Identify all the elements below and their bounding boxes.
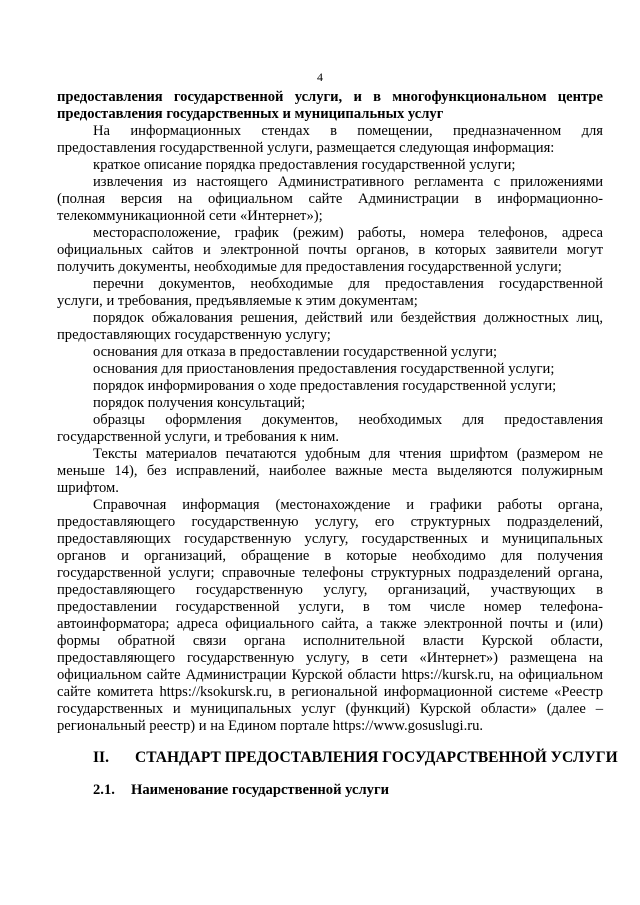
text-line: порядок обжалования решения, действий или бездействия должностных лиц, — [93, 310, 603, 326]
text-line: На информационных стендах в помещении, предназначенном для — [93, 123, 603, 139]
text-line: шрифтом. — [57, 480, 119, 496]
subsection-title: Наименование государственной услуги — [131, 782, 389, 798]
text-line: получить документы, необходимые для предоставления государственной услуги; — [57, 259, 562, 275]
text-line: официальных сайтов и электронной почты органов, в которых заявители могут — [57, 242, 603, 258]
text-line: предоставляющего государственную услугу, в сети «Интернет») размещена на — [57, 650, 603, 666]
text-line: государственной услуги, и требования к ним. — [57, 429, 340, 445]
text-line: государственной услуги; справочные телефоны структурных подразделений органа, — [57, 565, 603, 581]
subsection-number: 2.1. — [93, 782, 115, 798]
page-number: 4 — [317, 70, 323, 84]
text-line: (полная версия на официальном сайте Администрации в информационно- — [57, 191, 603, 207]
text-line: предоставлении государственной услуги, в том числе номер телефона- — [57, 599, 603, 615]
text-line: предоставления государственной услуги, размещается следующая информация: — [57, 140, 555, 156]
text-line: основания для приостановления предоставления государственной услуги; — [93, 361, 555, 377]
text-line: телекоммуникационной сети «Интернет»); — [57, 208, 323, 224]
text-line: предоставляющего государственную услугу, организаций, участвующих в — [57, 582, 603, 598]
text-line: перечни документов, необходимые для предоставления государственной — [93, 276, 603, 292]
text-line: предоставляющего государственную услугу, его структурных подразделений, — [57, 514, 603, 530]
text-line: краткое описание порядка предоставления государственной услуги; — [93, 157, 516, 173]
text-line: Тексты материалов печатаются удобным для чтения шрифтом (размером не — [93, 446, 603, 462]
text-line: услуги, и требования, предъявляемые к этим документам; — [57, 293, 418, 309]
text-line: государственных и муниципальных услуг (функций) Курской области» (далее – — [57, 701, 603, 717]
text-line: меньше 14), без исправлений, наиболее важные места выделяются полужирным — [57, 463, 603, 479]
text-line: основания для отказа в предоставлении государственной услуги; — [93, 344, 498, 360]
section-number: II. — [93, 749, 109, 766]
heading-line-1: предоставления государственной услуги, и в многофункциональном центре — [57, 89, 603, 105]
text-line: Справочная информация (местонахождение и графики работы органа, — [93, 497, 603, 513]
text-line: региональный реестр) и на Едином портале https://www.gosuslugi.ru. — [57, 718, 484, 734]
text-line: предоставляющих государственную услугу; — [57, 327, 331, 343]
text-line: официальном сайте Администрации Курской области https://kursk.ru, на официальном — [57, 667, 603, 683]
text-line: формы обратной связи органа исполнительной власти Курской области, — [57, 633, 603, 649]
section-title: СТАНДАРТ ПРЕДОСТАВЛЕНИЯ ГОСУДАРСТВЕННОЙ УСЛУГИ — [135, 749, 618, 766]
text-line: органов и организаций, обращение в которые необходимо для получения — [57, 548, 603, 564]
text-line: месторасположение, график (режим) работы, номера телефонов, адреса — [93, 225, 603, 241]
text-line: извлечения из настоящего Административного регламента с приложениями — [93, 174, 603, 190]
heading-line-2: предоставления государственных и муниципальных услуг — [57, 106, 444, 122]
text-line: образцы оформления документов, необходимых для предоставления — [93, 412, 603, 428]
text-line: предоставляющих государственную услугу, государственных и муниципальных — [57, 531, 603, 547]
text-line: порядок информирования о ходе предоставления государственной услуги; — [93, 378, 557, 394]
text-line: сайте комитета https://ksokursk.ru, в региональной информационной системе «Реестр — [57, 684, 603, 700]
text-line: автоинформатора; адреса официального сайта, а также электронной почты и (или) — [57, 616, 603, 632]
text-line: порядок получения консультаций; — [93, 395, 306, 411]
